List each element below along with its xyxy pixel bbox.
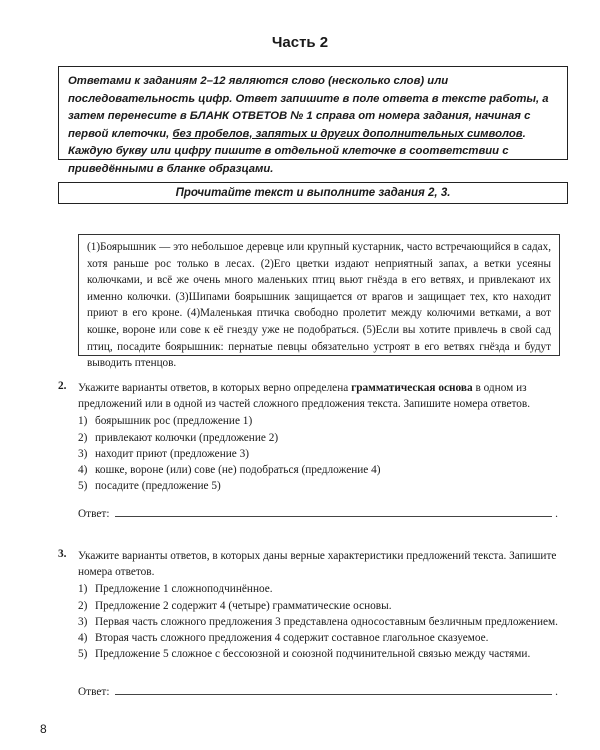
option-item [78, 614, 563, 630]
options-list [78, 413, 563, 494]
option-number: 3) [78, 615, 88, 628]
option-item [78, 581, 563, 597]
instructions-underlined: без пробелов, запятых и других дополнительных символов [172, 127, 523, 140]
question-text-part: Укажите варианты ответов, в которых верно определена [78, 382, 352, 394]
option-text: Предложение 1 сложноподчинённое. [95, 583, 273, 596]
reading-text: (1)Боярышник — это небольшое деревце или крупный кустарник, часто встречающийся в садах, хотя раньше рос только в лесах. (2)Его цветки издают неприятный запах, а ветки усеяны колючками, и всё же очень много маленьких птиц вьют гнёзда в его ветвях, и привлекают их именно колючки. (3)Шипами боярышник защищается от врагов и защищает тех, кто находит приют в его кроне. (4)Маленькая птичка свободно пролетит между колючими ветками, а вот кошке, вороне или сове к её гнезду уже не подобраться. (5)Если вы хотите привлечь в свой сад птиц, посадите боярышник: пернатые певцы обязательно устроят в его ветвях гнёзда и будут выводить птенцов. [78, 234, 560, 356]
option-text: привлекают колючки (предложение 2) [95, 431, 279, 444]
question-text [78, 380, 563, 412]
option-item [78, 630, 563, 646]
answer-end: . [555, 686, 558, 698]
option-text: Предложение 5 сложное с бессоюзной и союзной подчинительной связью между частями. [95, 648, 531, 661]
option-item [78, 646, 563, 662]
option-item [78, 598, 563, 614]
answer-end: . [555, 508, 558, 520]
options-list [78, 581, 563, 662]
option-number: 1) [78, 415, 88, 428]
question-3 [58, 548, 563, 662]
instructions-box [58, 66, 568, 175]
answer-label: Ответ: [78, 508, 110, 520]
option-item [78, 430, 563, 446]
option-number: 4) [78, 632, 88, 645]
question-text: Укажите варианты ответов, в которых даны верные характеристики предложений текста. Запишите номера ответов. [78, 550, 557, 579]
option-number: 5) [78, 648, 88, 661]
option-item [78, 462, 563, 478]
answer-field-q2[interactable] [78, 508, 558, 520]
read-instruction-box: Прочитайте текст и выполните задания 2, 3. [58, 182, 568, 204]
answer-field-q3[interactable] [78, 686, 558, 698]
option-text: Первая часть сложного предложения 3 представлена односоставным безличным предложением. [95, 615, 558, 628]
question-number: 3. [58, 548, 67, 560]
option-text: находит приют (предложение 3) [95, 447, 250, 460]
question-text-part: в одном из предложений или в одной из частей сложного предложения текста. Запишите номера ответов. [78, 382, 531, 411]
option-number: 3) [78, 447, 88, 460]
question-2 [58, 380, 563, 494]
option-number: 5) [78, 480, 88, 493]
option-text: посадите (предложение 5) [95, 480, 221, 493]
option-text: кошке, вороне (или) сове (не) подобраться (предложение 4) [95, 464, 381, 477]
question-bold-term: грамматическая основа [351, 382, 473, 394]
page-number: 8 [40, 722, 47, 736]
option-number: 2) [78, 599, 88, 612]
option-number: 4) [78, 464, 88, 477]
option-text: Предложение 2 содержит 4 (четыре) грамматические основы. [95, 599, 392, 612]
answer-line[interactable] [115, 693, 552, 695]
option-item [78, 413, 563, 429]
answer-label: Ответ: [78, 686, 110, 698]
option-number: 2) [78, 431, 88, 444]
instructions-text-end: . Каждую букву или цифру пишите в отдельной клеточке в соответствии с приведёнными в бланке образцами. [68, 127, 526, 175]
answer-line[interactable] [115, 515, 552, 517]
page-title: Часть 2 [271, 34, 329, 51]
option-text: боярышник рос (предложение 1) [95, 415, 253, 428]
instructions-text: Ответами к заданиям 2–12 являются слово (несколько слов) или последовательность цифр. Ответ запишите в поле ответа в тексте работы, а затем перенесите в БЛАНК ОТВЕТОВ № 1 справа от номера задания, начиная с первой клеточки, [68, 75, 549, 140]
question-number: 2. [58, 380, 67, 392]
option-item [78, 478, 563, 494]
option-number: 1) [78, 583, 88, 596]
option-text: Вторая часть сложного предложения 4 содержит составное глагольное сказуемое. [95, 632, 489, 645]
option-item [78, 446, 563, 462]
